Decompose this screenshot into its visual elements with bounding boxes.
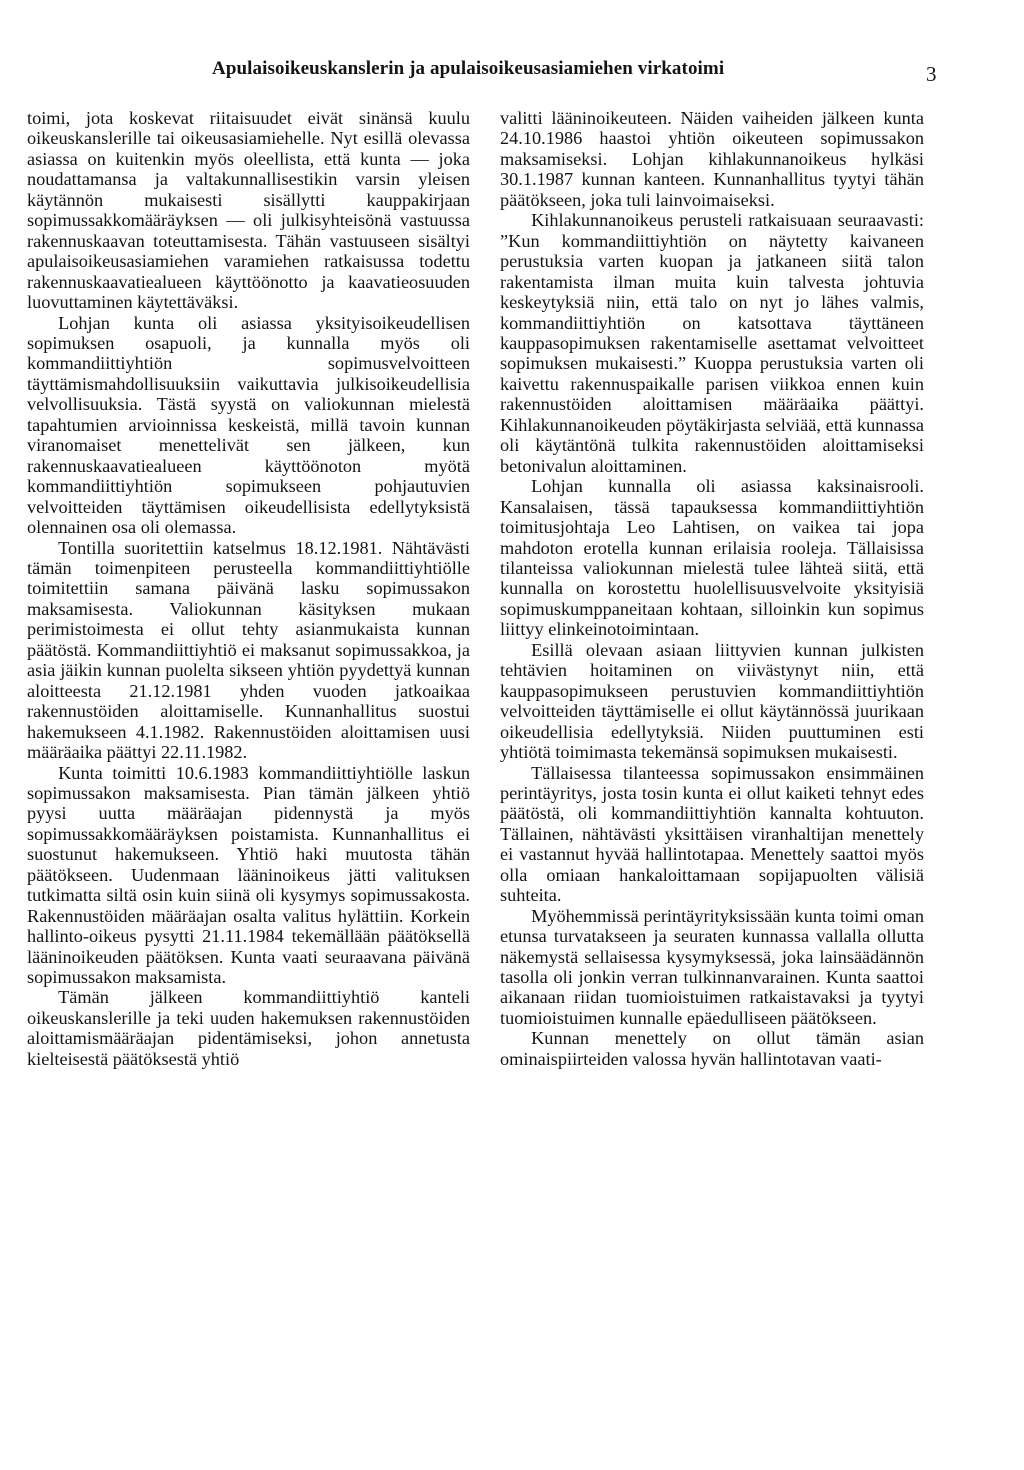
paragraph: Lohjan kunta oli asiassa yksityisoikeudellisen sopimuksen osapuoli, ja kunnalla myös oli kommandiittiyhtiön sopimusvelvoitteen täyttämismahdollisuuksiin vaikuttavia julkisoikeudellisia velvollisuuksia. Tästä syystä on valiokunnan mielestä tapahtumien arvioinnissa keskeistä, millä tavoin kunnan viranomaiset menettelivät sen jälkeen, kun rakennuskaavatiealueen käyttöönoton myötä kommandiittiyhtiön sopimukseen pohjautuvien velvoitteiden täyttämisen oikeudellisista edellytyksistä olennainen osa oli olemassa. [27, 312, 470, 538]
paragraph: Tontilla suoritettiin katselmus 18.12.1981. Nähtävästi tämän toimenpiteen perusteella kommandiittiyhtiölle toimitettiin samana päivänä lasku sopimussakon maksamisesta. Valiokunnan käsityksen mukaan perimistoimesta ei ollut tehty asianmukaista kunnan päätöstä. Kommandiittiyhtiö ei maksanut sopimussakkoa, ja asia jäikin kunnan puolelta sikseen yhtiön pyydettyä kunnan aloitteesta 21.12.1981 yhden vuoden jatkoaikaa rakennustöiden aloittamiselle. Kunnanhallitus suostui hakemukseen 4.1.1982. Rakennustöiden aloittamisen uusi määräaika päättyi 22.11.1982. [27, 537, 470, 763]
paragraph: Myöhemmissä perintäyrityksissään kunta toimi oman etunsa turvatakseen ja seuraten kunnassa vallalla ollutta näkemystä sellaisessa kysymyksessä, joka lainsäädännön tasolla oli jonkin verran tulkinnanvarainen. Kunta saattoi aikanaan riidan tuomioistuimen ratkaistavaksi ja tyytyi tuomioistuimen kunnalle epäedulliseen päätökseen. [500, 905, 924, 1028]
paragraph: Tämän jälkeen kommandiittiyhtiö kanteli oikeuskanslerille ja teki uuden hakemuksen rakennustöiden aloittamismääräajan pidentämiseksi, johon annetusta kielteisestä päätöksestä yhtiö [27, 987, 470, 1069]
running-header [0, 58, 1024, 88]
paragraph: Lohjan kunnalla oli asiassa kaksinaisrooli. Kansalaisen, tässä tapauksessa kommandiittiyhtiön toimitusjohtaja Leo Lahtisen, on vaikea tai jopa mahdoton erotella kunnan erilaisia rooleja. Tällaisissa tilanteissa valiokunnan mielestä tulee lähteä siitä, että kunnalla on korostettu huolellisuusvelvoite yksityisiä sopimuskumppaneitaan kohtaan, silloinkin kun sopimus liittyy elinkeinotoimintaan. [500, 476, 924, 640]
paragraph: Kihlakunnanoikeus perusteli ratkaisuaan seuraavasti: ”Kun kommandiittiyhtiön on näytetty kaivaneen perustuksia varten kuopan ja jatkaneen siitä talon rakentamista ilman muita kuin talvesta johtuvia keskeytyksiä niin, että talo on nyt jo lähes valmis, kommandiittiyhtiön on katsottava täyttäneen kauppasopimuksen rakentamiselle asettamat velvoitteet sopimuksen mukaisesti.” Kuoppa perustuksia varten oli kaivettu rakennuspaikalle parisen viikkoa ennen kuin rakennustöiden aloittamisen määräaika päättyi. Kihlakunnanoikeuden pöytäkirjasta selviää, että kunnassa oli käytäntönä tulkita rakennustöiden aloittamiseksi betonivalun aloittaminen. [500, 210, 924, 476]
paragraph: Kunnan menettely on ollut tämän asian ominaispiirteiden valossa hyvän hallintotavan vaati- [500, 1028, 924, 1069]
paragraph: Esillä olevaan asiaan liittyvien kunnan julkisten tehtävien hoitaminen on viivästynyt niin, että kauppasopimukseen perustuvien kommandiittiyhtiön velvoitteiden täyttämiselle ei ollut käytännössä juurikaan oikeudellisia edellytyksiä. Niiden puuttuminen esti yhtiötä toimimasta tekemänsä sopimuksen mukaisesti. [500, 639, 924, 763]
paragraph: toimi, jota koskevat riitaisuudet eivät sinänsä kuulu oikeuskanslerille tai oikeusasiamiehelle. Nyt esillä olevassa asiassa on kuitenkin myös oleellista, että kunta — joka noudattamansa ja valtakunnallisestikin varsin yleisen käytännön mukaisesti sisällytti kauppakirjaan sopimussakkomääräyksen — oli julkisyhteisönä vastuussa rakennuskaavan toteuttamisesta. Tähän vastuuseen sisältyi apulaisoikeusasiamiehen varamiehen ratkaisussa todettu rakennuskaavatiealueen käyttöönotto ja kaavatieosuuden luovuttaminen käytettäväksi. [27, 108, 470, 313]
right-column [500, 108, 924, 1069]
left-column [27, 108, 470, 1069]
paragraph: valitti lääninoikeuteen. Näiden vaiheiden jälkeen kunta 24.10.1986 haastoi yhtiön oikeuteen sopimussakon maksamiseksi. Lohjan kihlakunnanoikeus hylkäsi 30.1.1987 kunnan kanteen. Kunnanhallitus tyytyi tähän päätökseen, joka tuli lainvoimaiseksi. [500, 108, 924, 210]
running-title: Apulaisoikeuskanslerin ja apulaisoikeusasiamiehen virkatoimi [212, 58, 725, 79]
paragraph: Tällaisessa tilanteessa sopimussakon ensimmäinen perintäyritys, josta tosin kunta ei ollut kaiketi tehnyt edes päätöstä, oli kommandiittiyhtiön kannalta kohtuuton. Tällainen, nähtävästi yksittäisen viranhaltijan menettely ei vastannut hyvää hallintotapaa. Menettely saattoi myös olla omiaan hankaloittamaan sopijapuolten välisiä suhteita. [500, 762, 924, 906]
page-number: 3 [926, 62, 937, 86]
paragraph: Kunta toimitti 10.6.1983 kommandiittiyhtiölle laskun sopimussakon maksamisesta. Pian tämän jälkeen yhtiö pyysi uutta määräajan pidennystä ja myös sopimussakkomääräyksen poistamista. Kunnanhallitus ei suostunut hakemukseen. Yhtiö haki muutosta tähän päätökseen. Uudenmaan lääninoikeus jätti valituksen tutkimatta siltä osin kuin siinä oli kysymys sopimussakosta. Rakennustöiden määräajan osalta valitus hylättiin. Korkein hallinto-oikeus pysytti 21.11.1984 tekemällään päätöksellä lääninoikeuden päätöksen. Kunta vaati seuraavana päivänä sopimussakon maksamista. [27, 762, 470, 988]
